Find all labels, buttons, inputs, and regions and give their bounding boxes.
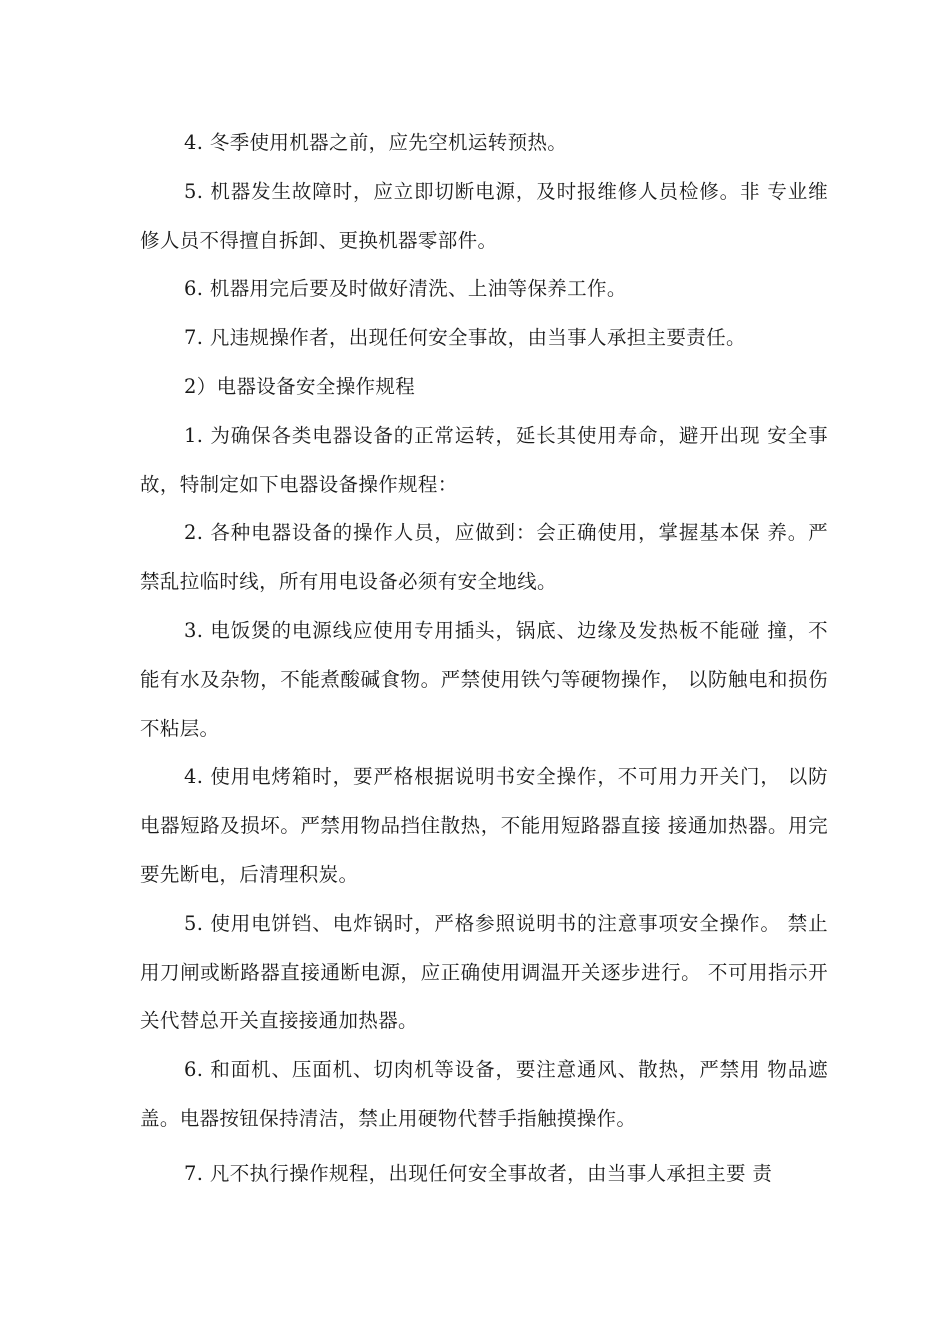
paragraph-electrical-rule-4: 4. 使用电烤箱时，要严格根据说明书安全操作，不可用力开关门， 以防电器短路及损坏。严禁用物品挡住散热，不能用短路器直接 接通加热器。用完要先断电，后清理积炭。 xyxy=(140,765,828,886)
paragraph-electrical-rule-1: 1. 为确保各类电器设备的正常运转，延长其使用寿命，避开出现 安全事故，特制定如下电器设备操作规程： xyxy=(140,423,828,496)
paragraph-machine-rule-6: 6. 机器用完后要及时做好清洗、上油等保养工作。 xyxy=(184,277,627,301)
document-body xyxy=(140,119,828,1199)
paragraph-electrical-rule-6: 6. 和面机、压面机、切肉机等设备，要注意通风、散热，严禁用 物品遮盖。电器按钮保持清洁，禁止用硬物代替手指触摸操作。 xyxy=(140,1058,828,1130)
paragraph-electrical-rule-2: 2. 各种电器设备的操作人员，应做到：会正确使用，掌握基本保 养。严禁乱拉临时线，所有用电设备必须有安全地线。 xyxy=(140,521,828,594)
paragraph-electrical-rule-3: 3. 电饭煲的电源线应使用专用插头，锅底、边缘及发热板不能碰 撞，不能有水及杂物，不能煮酸碱食物。严禁使用铁勺等硬物操作， 以防触电和损伤不粘层。 xyxy=(140,618,828,740)
paragraph-machine-rule-4: 4. 冬季使用机器之前，应先空机运转预热。 xyxy=(184,131,568,154)
section-heading-electrical: 2）电器设备安全操作规程 xyxy=(184,374,416,398)
paragraph-electrical-rule-5: 5. 使用电饼铛、电炸锅时，严格参照说明书的注意事项安全操作。 禁止用刀闸或断路器直接通断电源，应正确使用调温开关逐步进行。 不可用指示开关代替总开关直接接通加热器。 xyxy=(140,911,828,1033)
paragraph-electrical-rule-7: 7. 凡不执行操作规程，出现任何安全事故者，由当事人承担主要 责 xyxy=(184,1161,773,1185)
paragraph-machine-rule-5: 5. 机器发生故障时，应立即切断电源，及时报维修人员检修。非 专业维修人员不得擅自拆卸、更换机器零部件。 xyxy=(140,179,828,252)
paragraph-machine-rule-7: 7. 凡违规操作者，出现任何安全事故，由当事人承担主要责任。 xyxy=(184,326,746,350)
